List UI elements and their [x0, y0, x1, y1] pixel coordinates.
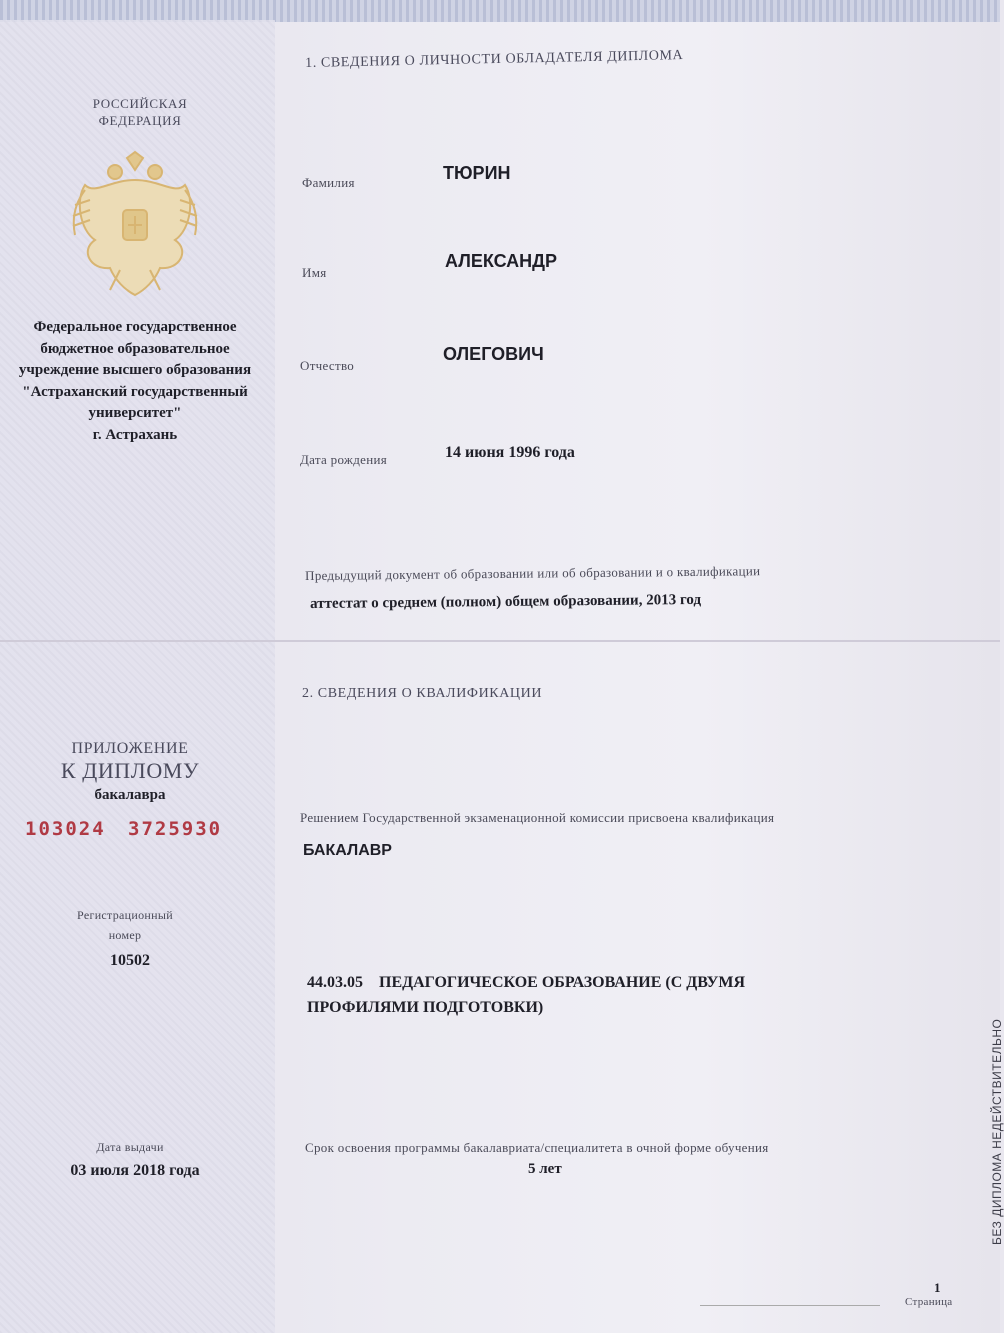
form-number: 3725930	[128, 818, 223, 840]
birth-date-label: Дата рождения	[300, 452, 387, 467]
qualification-label: Решением Государственной экзаменационной комиссии присвоена квалификация	[300, 810, 775, 825]
birth-date-value: 14 июня 1996 года	[445, 444, 575, 461]
side-note: БЕЗ ДИПЛОМА НЕДЕЙСТВИТЕЛЬНО	[990, 1018, 1004, 1245]
institution-line: "Астраханский государственный	[22, 383, 248, 400]
duration-label: Срок освоения программы бакалавриата/специалитета в очной форме обучения	[305, 1140, 769, 1155]
name-value: АЛЕКСАНДР	[445, 251, 557, 271]
appendix-title: ПРИЛОЖЕНИЕ	[71, 740, 189, 757]
program-line-1: 44.03.05 ПЕДАГОГИЧЕСКОЕ ОБРАЗОВАНИЕ (С ДВУМЯ	[307, 974, 746, 991]
appendix-degree: бакалавра	[94, 787, 166, 803]
registration-label: Регистрационный	[77, 908, 173, 922]
program-line-2: ПРОФИЛЯМИ ПОДГОТОВКИ)	[307, 999, 544, 1016]
decorative-border	[0, 0, 1000, 22]
institution-line: Федеральное государственное	[33, 319, 237, 335]
patronymic-label: Отчество	[300, 358, 355, 373]
duration-value: 5 лет	[528, 1161, 562, 1177]
surname-label: Фамилия	[302, 175, 355, 190]
issue-date: 03 июля 2018 года	[70, 1162, 200, 1179]
institution-line: учреждение высшего образования	[18, 362, 252, 378]
page-number: 1	[934, 1280, 941, 1295]
name-label: Имя	[302, 265, 327, 280]
coat-of-arms-icon	[65, 150, 205, 300]
institution-name	[0, 317, 270, 446]
patronymic-value: ОЛЕГОВИЧ	[443, 344, 544, 364]
appendix-subtitle: К ДИПЛОМУ	[60, 758, 200, 783]
issue-date-label: Дата выдачи	[96, 1140, 164, 1154]
previous-document-label: Предыдущий документ об образовании или об образовании и о квалификации	[305, 563, 761, 583]
section2-title: 2. СВЕДЕНИЯ О КВАЛИФИКАЦИИ	[302, 686, 543, 701]
page-label: Страница	[905, 1296, 953, 1308]
registration-number: 10502	[110, 952, 150, 969]
form-series: 103024	[25, 818, 106, 840]
country-name: РОССИЙСКАЯ ФЕДЕРАЦИЯ	[92, 96, 188, 128]
page-fold	[0, 640, 1000, 642]
surname-value: ТЮРИН	[443, 163, 511, 183]
divider-line	[700, 1305, 880, 1306]
qualification-value: БАКАЛАВР	[303, 842, 392, 859]
section1-title: 1. СВЕДЕНИЯ О ЛИЧНОСТИ ОБЛАДАТЕЛЯ ДИПЛОМА	[305, 48, 684, 71]
institution-line: университет"	[88, 405, 182, 421]
institution-line: бюджетное образовательное	[40, 340, 230, 357]
registration-label-2: номер	[108, 928, 142, 942]
previous-document-value: аттестат о среднем (полном) общем образовании, 2013 год	[310, 591, 702, 612]
institution-line: г. Астрахань	[92, 426, 178, 443]
